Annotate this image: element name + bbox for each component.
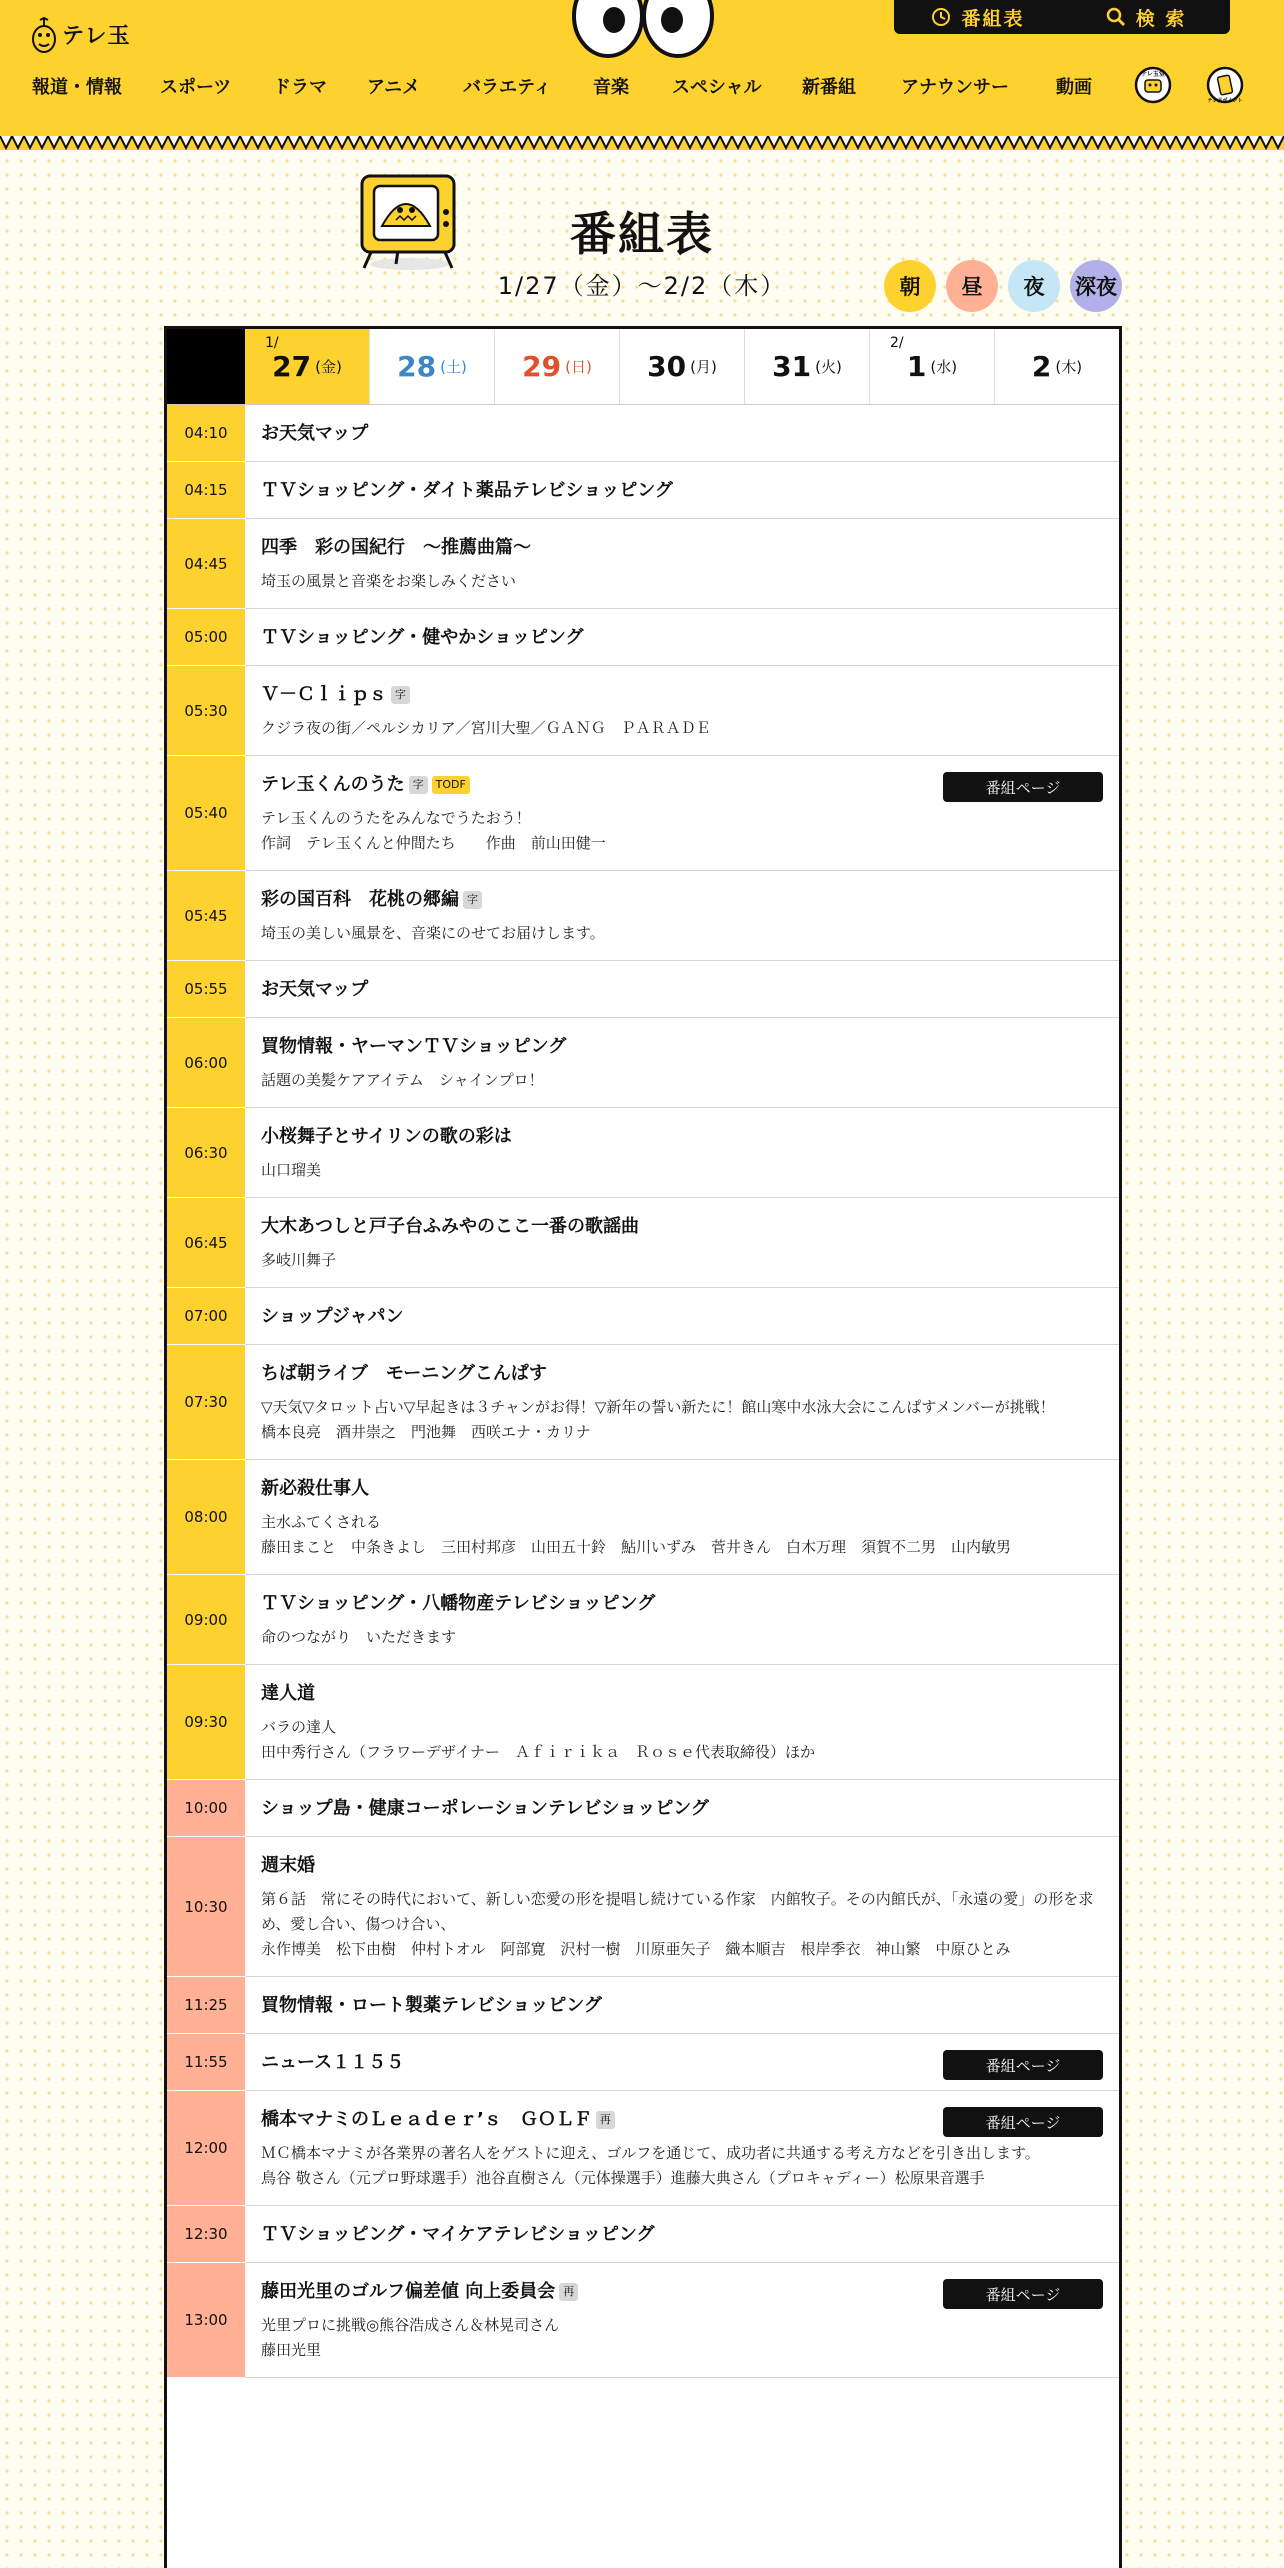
program-title[interactable]: 週末婚 [261, 1855, 315, 1876]
program-description-line: 鳥谷 敬さん（元プロ野球選手）池谷直樹さん（元体操選手）進藤大典さん（プロキャディー）松原果音選手 [261, 2169, 985, 2187]
time-of-day-selector [884, 260, 1122, 312]
program-tag: 字 [463, 891, 482, 909]
program-time: 09:30 [167, 1665, 245, 1780]
teletama-point-badge-icon[interactable] [1206, 62, 1244, 108]
day-tab-3[interactable] [620, 329, 745, 404]
search-icon [1106, 7, 1126, 27]
program-time: 13:00 [167, 2263, 245, 2378]
mascot-logo-icon [30, 14, 58, 54]
program-list [167, 405, 1119, 2378]
program-title-line [261, 1361, 1103, 1387]
program-row [167, 462, 1119, 519]
program-title[interactable]: ＴＶショッピング・ダイト薬品テレビショッピング [261, 480, 673, 501]
page-title: 番組表 [570, 207, 714, 261]
program-title-line [261, 1124, 1103, 1150]
program-description-line: 主水ふてくされる [261, 1513, 382, 1531]
program-description-line: 橋本良亮 酒井崇之 門池舞 西咲エナ・カリナ [261, 1423, 591, 1441]
program-title[interactable]: 買物情報・ヤーマンＴＶショッピング [261, 1036, 567, 1057]
tod-evening-button[interactable]: 夜 [1008, 260, 1060, 312]
program-title[interactable]: Ｖ－Ｃｌｉｐｓ [261, 684, 387, 705]
program-time: 05:55 [167, 961, 245, 1018]
program-info [245, 1108, 1119, 1197]
program-page-button[interactable]: 番組ページ [943, 2050, 1103, 2080]
day-number: 29 [522, 350, 562, 383]
program-title-line [261, 1796, 1103, 1822]
program-tag: 字 [409, 776, 428, 794]
program-info [245, 1780, 1119, 1836]
program-title[interactable]: 達人道 [261, 1683, 315, 1704]
program-title[interactable]: ＴＶショッピング・八幡物産テレビショッピング [261, 1593, 656, 1614]
nav-drama[interactable]: ドラマ [273, 77, 327, 98]
program-time: 05:30 [167, 666, 245, 756]
program-info [245, 1665, 1119, 1779]
nav-special[interactable]: スペシャル [672, 77, 762, 98]
top-buttons [894, 0, 1230, 34]
day-of-week: (木) [1055, 358, 1083, 376]
program-time: 04:10 [167, 405, 245, 462]
program-description-line: 命のつながり いただきます [261, 1628, 457, 1646]
day-number: 2 [1031, 350, 1052, 383]
program-row [167, 2091, 1119, 2206]
program-title-line [261, 1304, 1103, 1330]
site-logo[interactable] [30, 14, 131, 54]
program-info [245, 1345, 1119, 1459]
search-button[interactable] [1062, 0, 1230, 34]
program-time: 06:45 [167, 1198, 245, 1288]
day-header-corner [167, 329, 245, 404]
program-title[interactable]: テレ玉くんのうた [261, 774, 405, 795]
program-title-line [261, 887, 1103, 913]
program-description [261, 2313, 1103, 2363]
program-tag: TODF [432, 776, 470, 794]
day-tab-2[interactable] [495, 329, 620, 404]
program-title[interactable]: 小桜舞子とサイリンの歌の彩は [261, 1126, 512, 1147]
program-description-line: バラの達人 [261, 1718, 337, 1736]
program-info [245, 405, 1119, 461]
program-row [167, 756, 1119, 871]
program-title-line [261, 977, 1103, 1003]
program-info [245, 961, 1119, 1017]
program-description-line: 埼玉の美しい風景を、音楽にのせてお届けします。 [261, 924, 605, 942]
teletama-do-badge-icon[interactable] [1134, 62, 1172, 108]
day-tab-1[interactable] [370, 329, 495, 404]
program-title[interactable]: ＴＶショッピング・健やかショッピング [261, 627, 584, 648]
search-button-label: 検 索 [1135, 7, 1187, 30]
program-row [167, 519, 1119, 609]
program-row [167, 871, 1119, 961]
program-title[interactable]: 藤田光里のゴルフ偏差値 向上委員会 [261, 2281, 556, 2302]
program-info [245, 2091, 1119, 2205]
program-title[interactable]: ショップ島・健康コーポレーションテレビショッピング [261, 1798, 709, 1819]
program-description-line: 藤田光里 [261, 2341, 322, 2359]
program-row [167, 1575, 1119, 1665]
nav-new-programs[interactable]: 新番組 [802, 77, 856, 98]
program-time: 11:55 [167, 2034, 245, 2091]
nav-news[interactable]: 報道・情報 [32, 77, 122, 98]
badge-1-label: テレ玉堂 [1141, 71, 1165, 78]
program-info [245, 871, 1119, 960]
program-page-button[interactable]: 番組ページ [943, 2279, 1103, 2309]
day-of-week: (土) [440, 358, 467, 376]
program-time: 07:00 [167, 1288, 245, 1345]
date-range: 1/27（金）〜2/2（木） [497, 272, 787, 300]
program-title[interactable]: ＴＶショッピング・マイケアテレビショッピング [261, 2224, 655, 2245]
program-row [167, 609, 1119, 666]
program-title[interactable]: 彩の国百科 花桃の郷編 [261, 889, 459, 910]
logo-text: テレ玉 [62, 23, 131, 49]
program-info [245, 1460, 1119, 1574]
program-description [261, 1158, 1103, 1183]
program-info [245, 1575, 1119, 1664]
main-nav [0, 72, 1284, 104]
day-header-row [167, 329, 1119, 405]
program-title-line [261, 1993, 1103, 2019]
program-page-button[interactable]: 番組ページ [943, 2107, 1103, 2137]
program-row [167, 1460, 1119, 1575]
nav-announcer[interactable]: アナウンサー [901, 77, 1009, 98]
program-info [245, 1288, 1119, 1344]
program-description [261, 1625, 1103, 1650]
program-row [167, 1108, 1119, 1198]
header-zigzag-edge [0, 136, 1284, 150]
program-time: 12:00 [167, 2091, 245, 2206]
schedule-button[interactable] [894, 0, 1062, 34]
program-row [167, 1977, 1119, 2034]
program-title[interactable]: ニュース１１５５ [261, 2052, 405, 2073]
program-info [245, 666, 1119, 755]
program-title-line [261, 478, 1103, 504]
program-description [261, 921, 1103, 946]
program-tag: 字 [391, 686, 410, 704]
program-title-line [261, 1681, 1103, 1707]
program-info [245, 1018, 1119, 1107]
program-title-line [261, 1034, 1103, 1060]
program-row [167, 1198, 1119, 1288]
nav-sports[interactable]: スポーツ [160, 77, 232, 98]
day-number: 30 [647, 350, 687, 383]
day-of-week: (火) [815, 358, 842, 376]
site-header [0, 0, 1284, 150]
program-description [261, 569, 1103, 594]
program-tag: 再 [596, 2111, 615, 2129]
schedule-table [164, 326, 1122, 2568]
program-description-line: 山口瑠美 [261, 1161, 322, 1179]
day-tab-6[interactable] [995, 329, 1119, 404]
program-row [167, 1345, 1119, 1460]
program-time: 10:30 [167, 1837, 245, 1977]
program-title-line [261, 535, 1103, 561]
program-description [261, 2141, 1103, 2191]
program-description [261, 806, 1103, 856]
program-time: 06:30 [167, 1108, 245, 1198]
program-info [245, 2263, 1119, 2377]
program-description [261, 1068, 1103, 1093]
program-time: 12:30 [167, 2206, 245, 2263]
day-number: 1 [906, 350, 927, 383]
program-row [167, 1018, 1119, 1108]
program-title-line [261, 1214, 1103, 1240]
day-tab-5[interactable] [870, 329, 995, 404]
program-description-line: 永作博美 松下由樹 仲村トオル 阿部寛 沢村一樹 川原亜矢子 織本順吉 根岸季衣 神山繁 中原ひとみ [261, 1940, 1011, 1958]
badge-2-label: テレ玉ポイント [1207, 98, 1243, 104]
program-info [245, 1198, 1119, 1287]
day-month: 2/ [890, 335, 904, 351]
program-page-button[interactable]: 番組ページ [943, 772, 1103, 802]
program-row [167, 1288, 1119, 1345]
program-time: 06:00 [167, 1018, 245, 1108]
day-tab-4[interactable] [745, 329, 870, 404]
program-description-line: テレ玉くんのうたをみんなでうたおう！ [261, 809, 531, 827]
program-time: 05:40 [167, 756, 245, 871]
day-of-week: (日) [565, 358, 592, 376]
program-info [245, 609, 1119, 665]
day-number: 28 [397, 350, 437, 383]
program-description [261, 1887, 1103, 1962]
program-description-line: 多岐川舞子 [261, 1251, 337, 1269]
program-title[interactable]: ちば朝ライブ モーニングこんぱす [261, 1363, 547, 1384]
program-description-line: 光里プロに挑戦◎熊谷浩成さん＆林晃司さん [261, 2316, 560, 2334]
program-info [245, 1977, 1119, 2033]
program-description-line: 第６話 常にその時代において、新しい恋愛の形を提唱し続けている作家 内館牧子。その内館氏が、「永遠の愛」の形を求め、愛し合い、傷つけ合い、 [261, 1890, 1094, 1933]
nav-anime[interactable]: アニメ [367, 77, 421, 98]
day-number: 27 [272, 350, 312, 383]
program-info [245, 462, 1119, 518]
program-description [261, 1715, 1103, 1765]
program-title-line [261, 421, 1103, 447]
program-time: 05:45 [167, 871, 245, 961]
program-description-line: 話題の美髪ケアアイテム シャインプロ！ [261, 1071, 544, 1089]
program-title-line [261, 1853, 1103, 1879]
day-of-week: (月) [690, 358, 717, 376]
day-tab-0[interactable] [245, 329, 370, 404]
program-description-line: 田中秀行さん（フラワーデザイナー Ａｆｉｒｉｋａ Ｒｏｓｅ代表取締役）ほか [261, 1743, 815, 1761]
day-month: 1/ [265, 335, 279, 351]
tod-noon-button[interactable]: 昼 [946, 260, 998, 312]
tod-latenight-button[interactable]: 深夜 [1070, 260, 1122, 312]
program-title[interactable]: 新必殺仕事人 [261, 1478, 369, 1499]
clock-icon [931, 7, 951, 27]
program-time: 04:15 [167, 462, 245, 519]
program-row [167, 666, 1119, 756]
nav-video[interactable]: 動画 [1056, 77, 1092, 98]
program-row [167, 2206, 1119, 2263]
program-title-line [261, 2222, 1103, 2248]
nav-variety[interactable]: バラエティ [463, 77, 552, 98]
program-title[interactable]: 買物情報・ロート製薬テレビショッピング [261, 1995, 602, 2016]
program-time: 10:00 [167, 1780, 245, 1837]
mascot-eyes-icon [568, 0, 718, 60]
program-description-line: ＭＣ橋本マナミが各業界の著名人をゲストに迎え、ゴルフを通じて、成功者に共通する考え方などを引き出します。 [261, 2144, 1040, 2162]
program-time: 08:00 [167, 1460, 245, 1575]
program-info [245, 2034, 1119, 2090]
program-tag: 再 [559, 2283, 578, 2301]
program-title[interactable]: ショップジャパン [261, 1306, 404, 1327]
program-description-line: 藤田まこと 中条きよし 三田村邦彦 山田五十鈴 鮎川いずみ 菅井きん 白木万理 須賀不二男 山内敏男 [261, 1538, 1012, 1556]
nav-music[interactable]: 音楽 [593, 77, 629, 98]
program-row [167, 1780, 1119, 1837]
program-description [261, 1395, 1103, 1445]
program-row [167, 1837, 1119, 1977]
program-title-line [261, 625, 1103, 651]
program-title[interactable]: 橋本マナミのＬｅａｄｅｒ’ｓ ＧＯＬＦ [261, 2109, 592, 2130]
tod-morning-button[interactable]: 朝 [884, 260, 936, 312]
program-description [261, 716, 1103, 741]
program-row [167, 2263, 1119, 2378]
program-time: 04:45 [167, 519, 245, 609]
program-title-line [261, 1476, 1103, 1502]
schedule-button-label: 番組表 [961, 7, 1025, 30]
program-row [167, 961, 1119, 1018]
program-title[interactable]: 大木あつしと戸子台ふみやのここ一番の歌謡曲 [261, 1216, 639, 1237]
program-title-line [261, 1591, 1103, 1617]
program-description-line: クジラ夜の街／ペルシカリア／宮川大聖／ＧＡＮＧ ＰＡＲＡＤＥ [261, 719, 711, 737]
program-info [245, 2206, 1119, 2262]
program-description-line: ▽天気▽タロット占い▽早起きは３チャンがお得！▽新年の誓い新たに！館山寒中水泳大会にこんぱすメンバーが挑戦！ [261, 1398, 1055, 1416]
program-description [261, 1510, 1103, 1560]
program-time: 11:25 [167, 1977, 245, 2034]
program-time: 07:30 [167, 1345, 245, 1460]
program-title[interactable]: お天気マップ [261, 423, 369, 444]
program-info [245, 519, 1119, 608]
program-description-line: 埼玉の風景と音楽をお楽しみください [261, 572, 517, 590]
program-description [261, 1248, 1103, 1273]
program-title[interactable]: 四季 彩の国紀行 ～推薦曲篇～ [261, 537, 531, 558]
program-info [245, 1837, 1119, 1976]
program-row [167, 1665, 1119, 1780]
day-of-week: (金) [315, 358, 342, 376]
program-description-line: 作詞 テレ玉くんと仲間たち 作曲 前山田健一 [261, 834, 606, 852]
program-row [167, 2034, 1119, 2091]
program-row [167, 405, 1119, 462]
program-time: 05:00 [167, 609, 245, 666]
program-info [245, 756, 1119, 870]
program-title[interactable]: お天気マップ [261, 979, 369, 1000]
day-number: 31 [772, 350, 812, 383]
program-title-line [261, 682, 1103, 708]
day-of-week: (水) [930, 358, 958, 376]
program-time: 09:00 [167, 1575, 245, 1665]
